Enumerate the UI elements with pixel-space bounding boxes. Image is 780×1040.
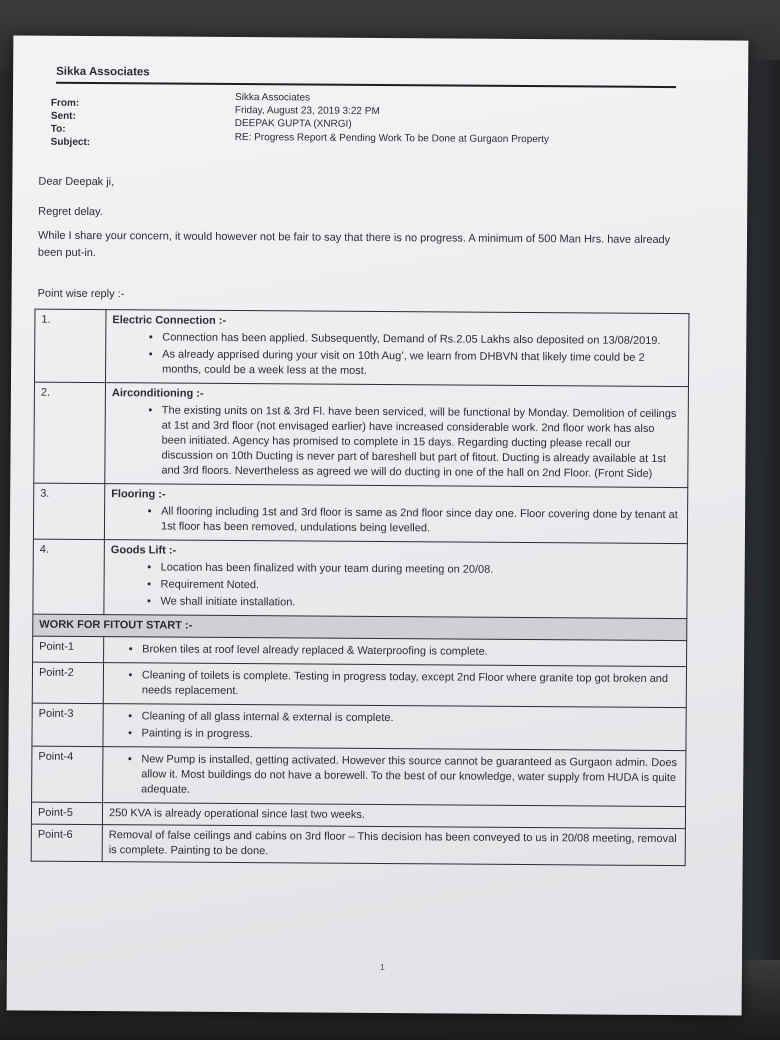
letter-page bbox=[7, 35, 749, 1015]
work-row bbox=[32, 703, 686, 751]
point-title: Electric Connection :- bbox=[112, 314, 227, 327]
point-number: 2. bbox=[34, 382, 106, 483]
point-number: 4. bbox=[33, 539, 105, 614]
bullet-item: • Connection has been applied. Subsequently, Demand of Rs.2.05 Lakhs also deposited on 13/08/2019. bbox=[162, 330, 682, 349]
work-point-content bbox=[104, 637, 687, 667]
work-section-heading: WORK FOR FITOUT START :- bbox=[33, 614, 687, 641]
point-title: Airconditioning :- bbox=[111, 387, 204, 400]
work-point-content bbox=[103, 747, 686, 807]
work-row bbox=[32, 746, 686, 807]
bullet-item: • Cleaning of toilets is complete. Testing in progress today, except 2nd Floor where granite top got broken and needs replacement. bbox=[142, 668, 680, 702]
subject-label: Subject: bbox=[50, 136, 91, 148]
work-point-label: Point-4 bbox=[32, 746, 103, 802]
point-title: Flooring :- bbox=[111, 488, 166, 501]
bullet-item: • Painting is in progress. bbox=[141, 726, 679, 745]
letterhead-rule bbox=[56, 82, 676, 88]
work-point-content bbox=[103, 663, 686, 708]
to-value: DEEPAK GUPTA (XNRGI) bbox=[234, 117, 352, 130]
point-title: Goods Lift :- bbox=[110, 544, 177, 557]
bullet-item: • As already apprised during your visit on 10th Aug’, we learn from DHBVN that likely time could be 2 months, could be a week less at the most. bbox=[162, 347, 682, 381]
bullet-list bbox=[109, 752, 679, 801]
point-row bbox=[33, 539, 688, 619]
subject-value: RE: Progress Report & Pending Work To be Done at Gurgaon Property bbox=[234, 131, 549, 146]
point-row bbox=[34, 382, 689, 488]
work-row bbox=[31, 824, 685, 866]
bullet-item: • New Pump is installed, getting activated. However this source cannot be guaranteed as Gurgaon admin. Does allow it. Most buildings do not have a borewell. To the best of our knowledge, water supply from HUDA is quite adequate. bbox=[141, 752, 679, 801]
point-wise-heading: Point wise reply :- bbox=[37, 287, 125, 301]
work-point-label: Point-6 bbox=[31, 824, 102, 861]
work-row bbox=[32, 662, 686, 708]
bullet-list bbox=[111, 403, 682, 482]
point-row bbox=[34, 309, 688, 387]
point-content bbox=[105, 310, 688, 387]
work-point-content bbox=[103, 704, 686, 751]
bullet-item: • The existing units on 1st & 3rd Fl. have been serviced, will be functional by Monday. Demolition of ceilings at 1st and 3rd floor (not envisaged earlier) have increased considerable work. 2nd floor work has also been initiated. Agency has promised to complete in 15 days. Regarding ducting please recall our discussion on 10th Ducting is never part of bareshell but part of fitout. Ducting is already available at 1st and 3rd floors. Nevertheless as agreed we will do ducting in one of the hall on 2nd Floor. (Front Side) bbox=[161, 403, 682, 482]
bullet-item: • Location has been finalized with your team during meeting on 20/08. bbox=[161, 560, 681, 579]
bullet-list bbox=[111, 504, 681, 538]
sent-value: Friday, August 23, 2019 3:22 PM bbox=[234, 104, 380, 118]
bullet-list bbox=[110, 560, 680, 613]
bullet-item: • All flooring including 1st and 3rd floor is same as 2nd floor since day one. Floor covering done by tenant at 1st floor has been removed, undulations being levelled. bbox=[161, 504, 681, 538]
intro-line: Regret delay. bbox=[38, 205, 103, 219]
from-value: Sikka Associates bbox=[234, 91, 311, 104]
work-point-label: Point-1 bbox=[33, 636, 104, 662]
work-point-label: Point-2 bbox=[32, 662, 103, 703]
point-content bbox=[104, 484, 687, 544]
bullet-list bbox=[110, 642, 680, 661]
bullet-item: • We shall initiate installation. bbox=[160, 594, 680, 613]
intro-paragraph: While I share your concern, it would however not be fair to say that there is no progress. A minimum of 500 Man Hrs. have already been put-in. bbox=[37, 229, 671, 260]
page-number: 1 bbox=[379, 962, 385, 973]
to-label: To: bbox=[50, 123, 66, 135]
bullet-item: • Broken tiles at roof level already replaced & Waterproofing is complete. bbox=[142, 642, 680, 661]
point-number: 3. bbox=[33, 483, 104, 539]
point-row bbox=[33, 483, 687, 544]
bullet-item: • Requirement Noted. bbox=[161, 577, 681, 596]
salutation: Dear Deepak ji, bbox=[38, 175, 115, 189]
letterhead-company: Sikka Associates bbox=[56, 65, 150, 79]
work-point-text: 250 KVA is already operational since last two weeks. bbox=[102, 803, 685, 829]
work-point-label: Point-5 bbox=[31, 802, 102, 824]
bullet-item: • Cleaning of all glass internal & external is complete. bbox=[142, 709, 680, 728]
points-table bbox=[31, 309, 690, 867]
work-point-label: Point-3 bbox=[32, 703, 103, 746]
bullet-list bbox=[109, 709, 679, 745]
bullet-list bbox=[110, 668, 680, 702]
point-content bbox=[104, 540, 688, 619]
from-label: From: bbox=[50, 97, 80, 109]
work-point-text: Removal of false ceilings and cabins on 3rd floor – This decision has been conveyed to us in 20/08 meeting, removal is complete. Painting to be done. bbox=[102, 825, 685, 866]
sent-label: Sent: bbox=[50, 110, 76, 122]
point-content bbox=[105, 383, 689, 488]
bullet-list bbox=[112, 330, 682, 381]
point-number: 1. bbox=[34, 309, 106, 382]
